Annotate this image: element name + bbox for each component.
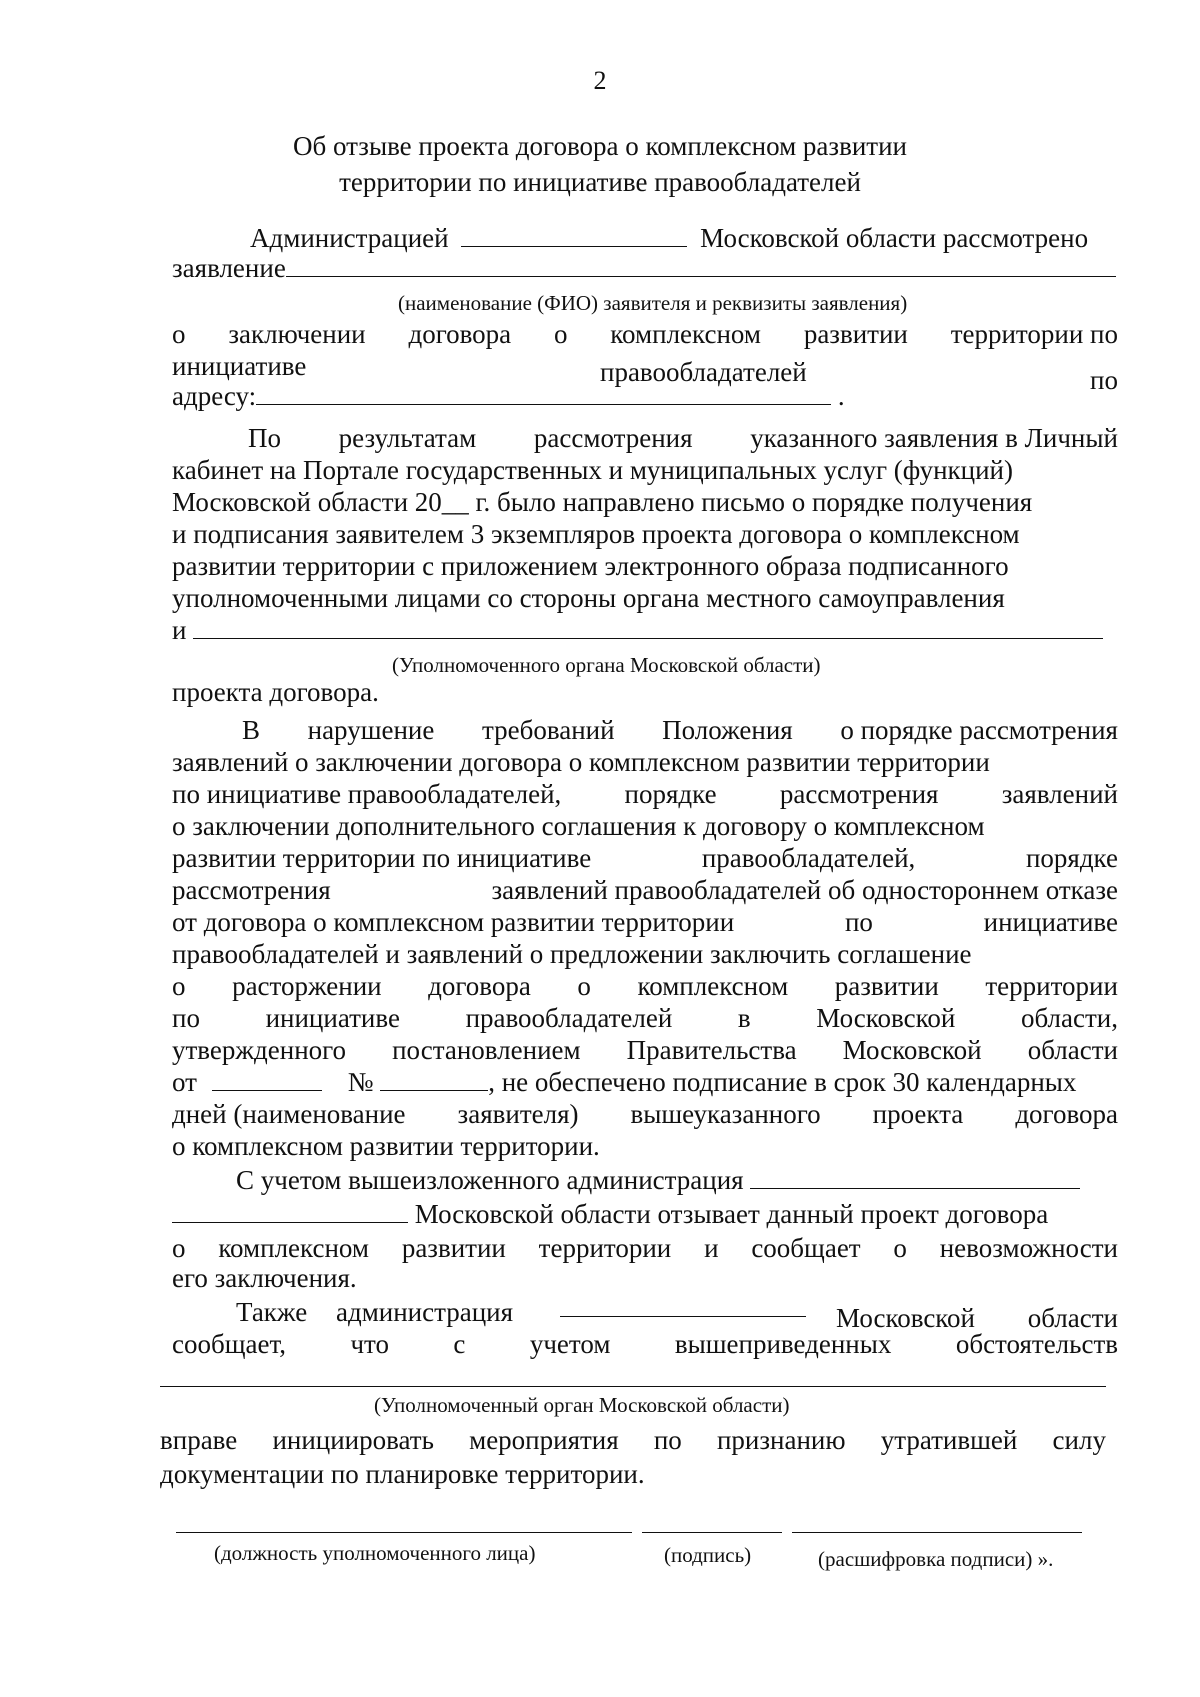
paragraph-line: документации по планировке территории. <box>160 1459 645 1489</box>
blank-field <box>560 1316 806 1317</box>
paragraph-line: правообладателей <box>600 357 807 387</box>
paragraph-line: о заключении договора о комплексном развитии территории по <box>172 319 1118 349</box>
paragraph-line: уполномоченными лицами со стороны органа местного самоуправления <box>172 583 1005 613</box>
paragraph-line: С учетом вышеизложенного администрация <box>236 1164 1118 1196</box>
paragraph-line: рассмотрения заявлений правообладателей об одностороннем отказе <box>172 875 1118 905</box>
paragraph-line: и <box>172 614 1118 646</box>
signature-position-line <box>176 1532 632 1533</box>
paragraph-line: Администрацией Московской области рассмотрено <box>250 223 1089 253</box>
title-line-1: Об отзыве проекта договора о комплексном развитии <box>293 131 907 161</box>
paragraph-line: Московской области отзывает данный проект договора <box>172 1198 1118 1230</box>
signature-caption: (подпись) <box>664 1543 752 1567</box>
blank-field <box>193 614 1103 639</box>
paragraph-line: инициативе <box>172 351 307 381</box>
field-caption: (наименование (ФИО) заявителя и реквизиты заявления) <box>398 291 908 315</box>
paragraph-line: о комплексном развитии территории. <box>172 1131 600 1161</box>
paragraph-line: о комплексном развитии территории и сообщает о невозможности <box>172 1233 1118 1263</box>
blank-field <box>380 1066 488 1091</box>
field-caption: (Уполномоченного органа Московской области) <box>392 653 821 677</box>
field-caption: (Уполномоченный орган Московской области) <box>374 1393 790 1417</box>
paragraph-line: и подписания заявителем 3 экземпляров проекта договора о комплексном <box>172 519 1020 549</box>
blank-field <box>461 222 687 247</box>
paragraph-line: По результатам рассмотрения указанного заявления в Личный <box>248 423 1118 453</box>
paragraph-line: проекта договора. <box>172 677 379 707</box>
paragraph-line: Также администрация <box>236 1297 514 1327</box>
blank-field <box>172 1198 408 1223</box>
paragraph-line: сообщает, что с учетом вышеприведенных обстоятельств <box>172 1329 1118 1359</box>
paragraph-line: В нарушение требований Положения о порядке рассмотрения <box>242 715 1118 745</box>
paragraph-line: по инициативе правообладателей, порядке рассмотрения заявлений <box>172 779 1118 809</box>
paragraph-line: вправе инициировать мероприятия по признанию утратившей силу <box>160 1425 1106 1455</box>
document-title <box>0 128 1200 200</box>
signature-position-caption: (должность уполномоченного лица) <box>214 1541 536 1565</box>
paragraph-line: заявление <box>172 252 1118 284</box>
paragraph-line: о расторжении договора о комплексном развитии территории <box>172 971 1118 1001</box>
paragraph-line: правообладателей и заявлений о предложении заключить соглашение <box>172 939 972 969</box>
blank-field <box>212 1066 322 1091</box>
signature-decode-caption: (расшифровка подписи) ». <box>818 1547 1054 1571</box>
paragraph-line: Московской области 20__ г. было направлено письмо о порядке получения <box>172 487 1033 517</box>
paragraph-line: развитии территории с приложением электронного образа подписанного <box>172 551 1009 581</box>
paragraph-line: по инициативе правообладателей в Московской области, <box>172 1003 1118 1033</box>
paragraph-line: о заключении дополнительного соглашения к договору о комплексном <box>172 811 985 841</box>
paragraph-line: Московской области <box>836 1303 1118 1333</box>
paragraph-line: кабинет на Портале государственных и муниципальных услуг (функций) <box>172 455 1013 485</box>
paragraph-line: утвержденного постановлением Правительства Московской области <box>172 1035 1118 1065</box>
paragraph-line: его заключения. <box>172 1263 357 1293</box>
paragraph-line: от договора о комплексном развитии территории по инициативе <box>172 907 1118 937</box>
blank-field <box>160 1386 1106 1387</box>
signature-decode-line <box>792 1532 1082 1533</box>
paragraph-line: адресу: . <box>172 381 845 411</box>
paragraph-line: по <box>1090 365 1118 395</box>
blank-field <box>750 1164 1080 1189</box>
title-line-2: территории по инициативе правообладателей <box>339 167 861 197</box>
page-number: 2 <box>593 66 607 95</box>
paragraph-line: дней (наименование заявителя) вышеуказанного проекта договора <box>172 1099 1118 1129</box>
blank-field <box>286 252 1116 277</box>
signature-line <box>642 1532 782 1533</box>
paragraph-line: заявлений о заключении договора о комплексном развитии территории <box>172 747 990 777</box>
blank-field <box>256 380 831 405</box>
paragraph-line: от № , не обеспечено подписание в срок 30 календарных <box>172 1067 1077 1097</box>
paragraph-line: развитии территории по инициативе правообладателей, порядке <box>172 843 1118 873</box>
